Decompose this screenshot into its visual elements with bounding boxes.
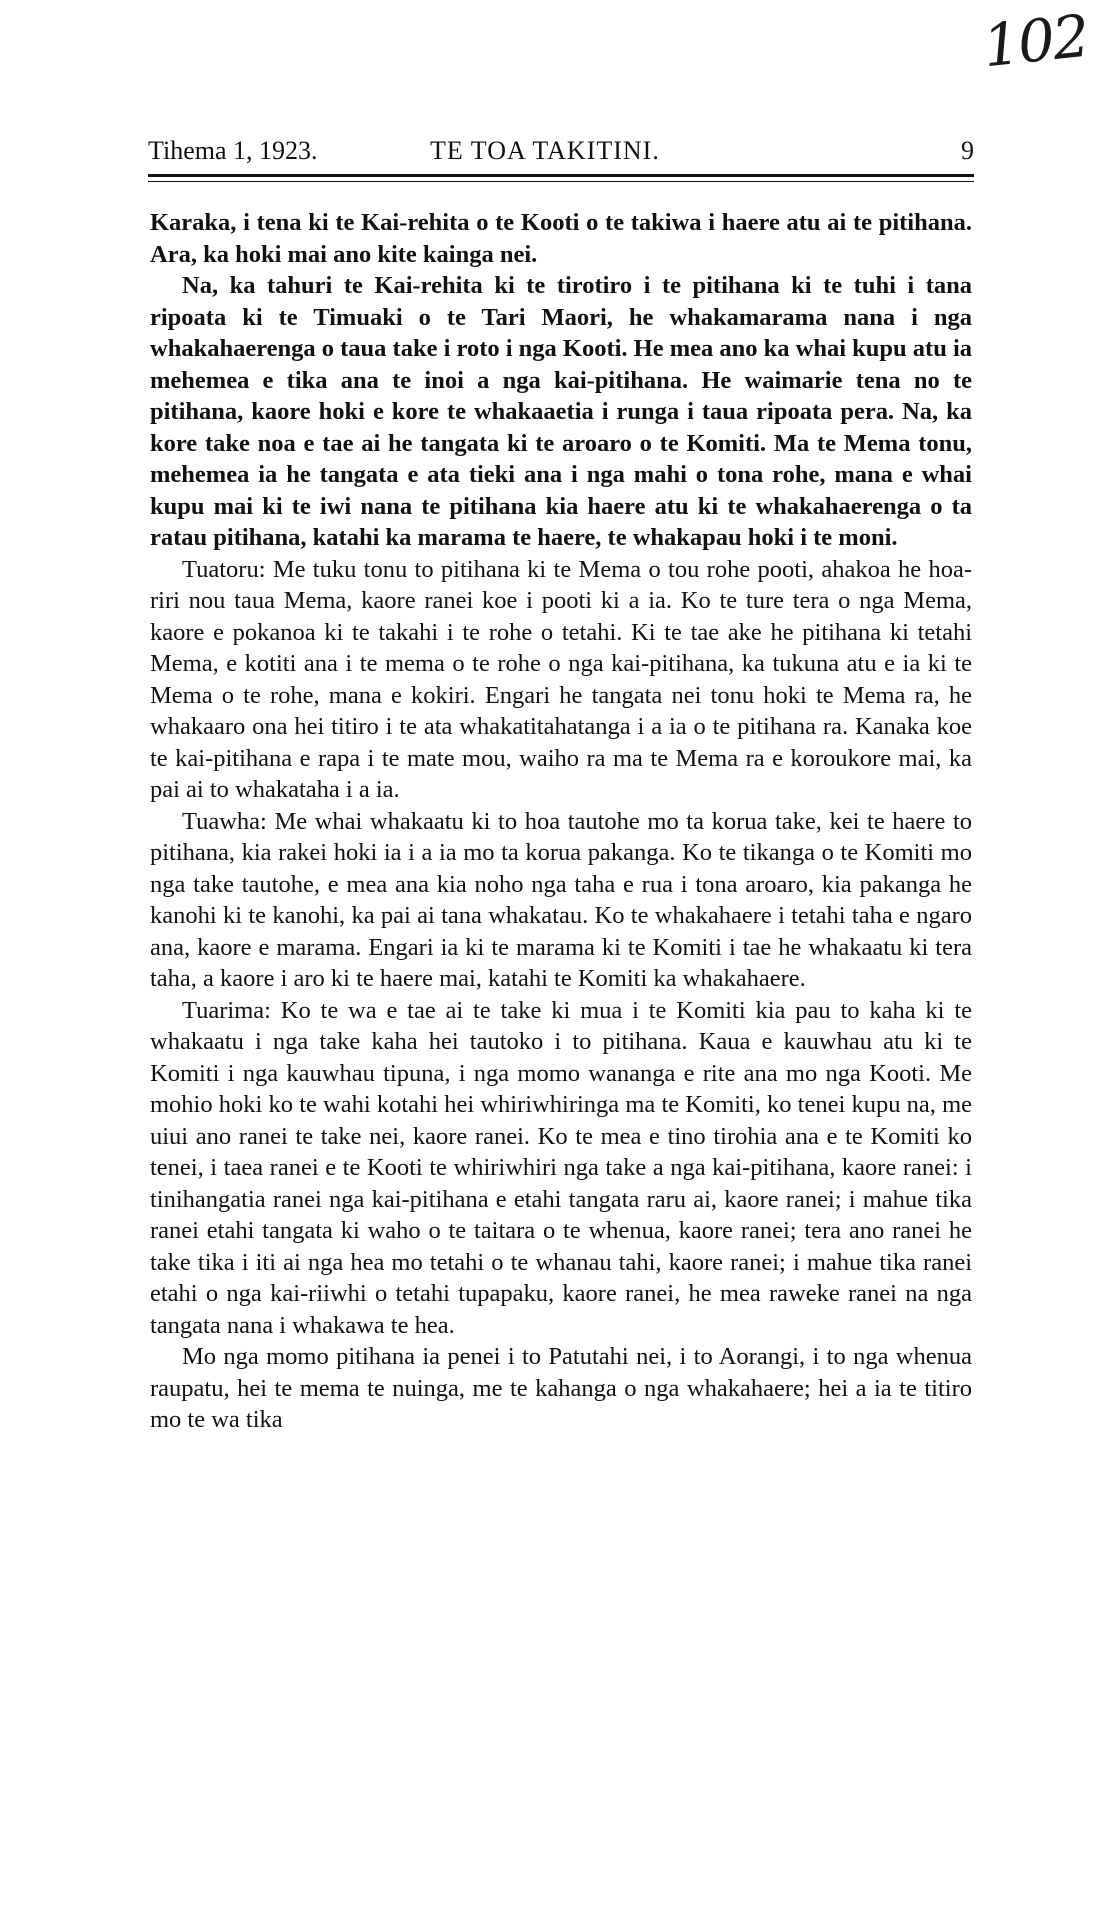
header-date: Tihema 1, 1923.	[148, 136, 318, 165]
paragraph: Tuawha: Me whai whakaatu ki to hoa tautohe mo ta korua take, kei te haere to pitihana, kia rakei hoki ia i a ia mo ta korua pakanga. Ko te tikanga o te Komiti mo nga take tautohe, e mea ana kia noho nga taha e rua i tona aroaro, kia pakanga he kanohi ki te kanohi, ka pai ai tana whakatau. Ko te whakahaere i tetahi taha e ngaro ana, kaore e marama. Engari ia ki te marama ki te Komiti i tae he whakaatu ki tera taha, a kaore i aro ki te haere mai, katahi te Komiti ka whakahaere.	[150, 807, 972, 992]
header-rule-thick	[148, 174, 974, 177]
header-rule-thin	[148, 181, 974, 182]
page-number: 9	[961, 136, 974, 165]
running-header	[148, 134, 974, 168]
paragraph: Na, ka tahuri te Kai-rehita ki te tirotiro i te pitihana ki te tuhi i tana ripoata ki te Timuaki o te Tari Maori, he whakamarama nana i nga whakahaerenga o taua take i roto i nga Kooti. He mea ano ka whai kupu atu ia mehemea e tika ana te inoi a nga kai-pitihana. He waimarie tena no te pitihana, kaore hoki e kore te whakaaetia i runga i taua ripoata pera. Na, ka kore take noa e tae ai he tangata ki te aroaro o te Komiti. Ma te Mema tonu, mehemea ia he tangata e ata tieki ana i nga mahi o tona rohe, mana e whai kupu mai ki te iwi nana te pitihana kia haere atu ki te whakahaerenga o ta ratau pitihana, katahi ka marama te haere, te whakapau hoki i te moni.	[150, 272, 972, 551]
paragraph: Mo nga momo pitihana ia penei i to Patutahi nei, i to Aorangi, i to nga whenua raupatu, hei te mema te nuinga, me te kahanga o nga whakahaere; hei a ia te titiro mo te wa tika	[150, 1343, 972, 1433]
paragraph: Karaka, i tena ki te Kai-rehita o te Kooti o te takiwa i haere atu ai te pitihana. Ara, ka hoki mai ano kite kainga nei.	[150, 209, 972, 268]
article-body	[150, 207, 972, 1436]
paragraph: Tuatoru: Me tuku tonu to pitihana ki te Mema o tou rohe pooti, ahakoa he hoa-riri nou taua Mema, kaore ranei koe i pooti ki a ia. Ko te ture tera o nga Mema, kaore e pokanoa ki te takahi i te rohe o tetahi. Ki te tae ake he pitihana ki tetahi Mema, e kotiti ana i te mema o te rohe o nga kai-pitihana, ka tukuna atu e ia ki te Mema o te rohe, mana e kokiri. Engari he tangata nei tonu hoki te Mema ra, he whakaaro ona hei titiro i te ata whakatitahatanga i a ia o te pitihana ra. Kanaka koe te kai-pitihana e rapa i te mate mou, waiho ra ma te Mema ra e koroukore mai, ka pai ai to whakataha i a ia.	[150, 555, 972, 803]
paragraph: Tuarima: Ko te wa e tae ai te take ki mua i te Komiti kia pau to kaha ki te whakaatu i nga take kaha hei tautoko i to pitihana. Kaua e kauwhau atu ki te Komiti i nga kauwhau tipuna, i nga momo wananga e rite ana mo nga Kooti. Me mohio hoki ko te wahi kotahi hei whiriwhiringa ma te Komiti, ko tenei kupu na, me uiui ano ranei te take nei, kaore ranei. Ko te mea e tino tirohia ana e te Komiti ko tenei, i taea ranei e te Kooti te whiriwhiri nga take a nga kai-pitihana, kaore ranei: i tinihangatia ranei nga kai-pitihana e etahi tangata raru ai, kaore ranei; i mahue tika ranei etahi tangata ki waho o te taitara o te whenua, kaore ranei; tera ano ranei he take tika i iti ai nga hea mo tetahi o te whanau tahi, kaore ranei; i mahue tika ranei etahi o nga kai-riiwhi o tetahi tupapaku, kaore ranei, he mea raweke ranei na nga tangata nana i whakawa te hea.	[150, 996, 972, 1339]
handwritten-page-mark: 102	[980, 1, 1092, 81]
publication-title: TE TOA TAKITINI.	[430, 136, 660, 165]
